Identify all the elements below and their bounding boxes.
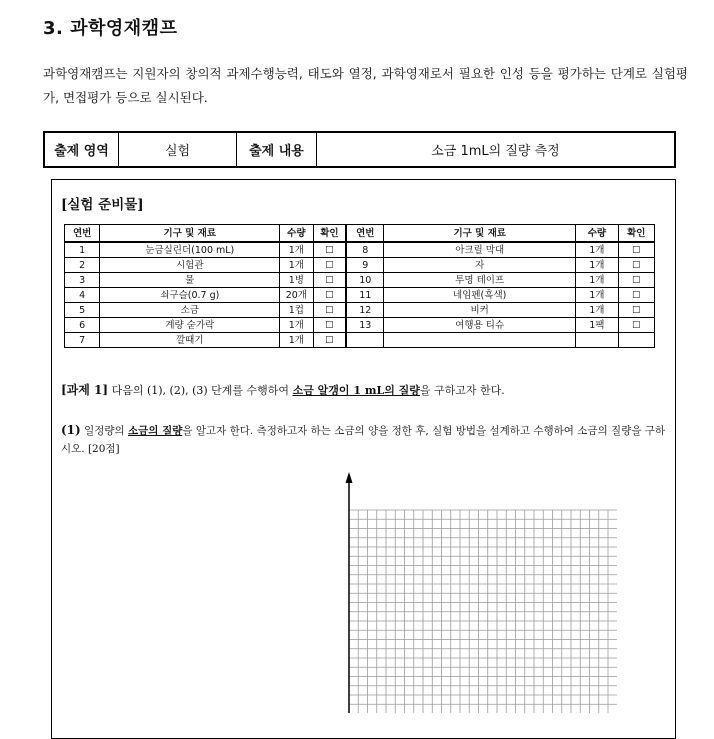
confirm-checkbox[interactable]: ☐	[313, 258, 346, 273]
item-name: 쇠구슬(0.7 g)	[100, 288, 280, 303]
preparation-title: [실험 준비물]	[61, 197, 144, 213]
item-number: 13	[346, 318, 383, 333]
section-title: 3. 과학영재캠프	[43, 18, 178, 39]
item-quantity: 1개	[280, 318, 313, 333]
grid-lines	[349, 510, 617, 713]
item-name: 깔때기	[100, 333, 280, 348]
question-text-after: 을 알고자 한다. 측정하고자 하는 소금의 양을 정한 후, 실험 방법을 설계하고 수행하여 소금의 질량을 구하시오. [20점]	[61, 425, 666, 455]
item-quantity: 1팩	[576, 318, 618, 333]
item-name: 소금	[100, 303, 280, 318]
item-number: 1	[65, 242, 100, 258]
item-number: 7	[65, 333, 100, 348]
item-name: 계량 숟가락	[100, 318, 280, 333]
item-number: 9	[346, 258, 383, 273]
header-qty: 수량	[576, 225, 618, 243]
confirm-checkbox[interactable]: ☐	[618, 273, 654, 288]
content-value: 소금 1mL의 질량 측정	[431, 144, 560, 159]
area-value: 실험	[119, 133, 237, 166]
item-name: 시험관	[100, 258, 280, 273]
item-quantity: 1병	[280, 273, 313, 288]
task-text-before: 다음의 (1), (2), (3) 단계를 수행하여	[111, 384, 290, 397]
header-no: 연번	[65, 225, 100, 243]
item-quantity: 1개	[576, 258, 618, 273]
confirm-checkbox[interactable]: ☐	[618, 288, 654, 303]
item-quantity: 1개	[280, 242, 313, 258]
item-name: 자	[384, 258, 576, 273]
header-item: 기구 및 재료	[384, 225, 576, 243]
header-qty: 수량	[280, 225, 313, 243]
confirm-checkbox[interactable]: ☐	[618, 242, 654, 258]
item-quantity: 20개	[280, 288, 313, 303]
question-number: (1)	[61, 423, 81, 437]
item-number: 8	[346, 242, 383, 258]
question-emphasis: 소금의 질량	[127, 425, 183, 437]
header-check: 확인	[618, 225, 654, 243]
y-axis-arrow-icon	[346, 472, 353, 483]
item-quantity: 1개	[576, 303, 618, 318]
header-check: 확인	[313, 225, 346, 243]
item-quantity: 1개	[280, 258, 313, 273]
item-number: 2	[65, 258, 100, 273]
item-number: 5	[65, 303, 100, 318]
item-quantity: 1개	[576, 288, 618, 303]
header-no: 연번	[346, 225, 383, 243]
confirm-checkbox[interactable]: ☐	[313, 273, 346, 288]
item-quantity: 1개	[576, 273, 618, 288]
area-label: 출제 영역	[45, 133, 119, 166]
intro-paragraph: 과학영재캠프는 지원자의 창의적 과제수행능력, 태도와 열정, 과학영재로서 필요한 인성 등을 평가하는 단계로 실험평가, 면접평가 등으로 실시된다.	[43, 66, 688, 105]
item-name: 눈금실린더(100 mL)	[100, 242, 280, 258]
item-number: 12	[346, 303, 383, 318]
item-quantity: 1개	[280, 333, 313, 348]
header-item: 기구 및 재료	[100, 225, 280, 243]
item-name: 투명 테이프	[384, 273, 576, 288]
item-number: 4	[65, 288, 100, 303]
confirm-checkbox[interactable]: ☐	[313, 288, 346, 303]
confirm-checkbox[interactable]: ☐	[618, 303, 654, 318]
item-name: 여행용 티슈	[384, 318, 576, 333]
content-label: 출제 내용	[237, 133, 317, 166]
question-text-before: 일정량의	[84, 425, 125, 437]
item-quantity: 1개	[576, 242, 618, 258]
confirm-checkbox[interactable]: ☐	[313, 318, 346, 333]
item-quantity: 1컵	[280, 303, 313, 318]
item-name: 비커	[384, 303, 576, 318]
confirm-checkbox[interactable]: ☐	[313, 242, 346, 258]
confirm-checkbox[interactable]: ☐	[313, 333, 346, 348]
item-name: 네임펜(흑색)	[384, 288, 576, 303]
item-number: 10	[346, 273, 383, 288]
item-name: 아크릴 막대	[384, 242, 576, 258]
task-label: [과제 1]	[61, 383, 109, 397]
confirm-checkbox[interactable]: ☐	[618, 318, 654, 333]
item-number: 3	[65, 273, 100, 288]
task-text-after: 을 구하고자 한다.	[419, 384, 505, 397]
item-number: 6	[65, 318, 100, 333]
item-number: 11	[346, 288, 383, 303]
confirm-checkbox[interactable]: ☐	[618, 258, 654, 273]
item-name: 물	[100, 273, 280, 288]
task-emphasis: 소금 알갱이 1 mL의 질량	[292, 384, 420, 397]
confirm-checkbox[interactable]: ☐	[313, 303, 346, 318]
